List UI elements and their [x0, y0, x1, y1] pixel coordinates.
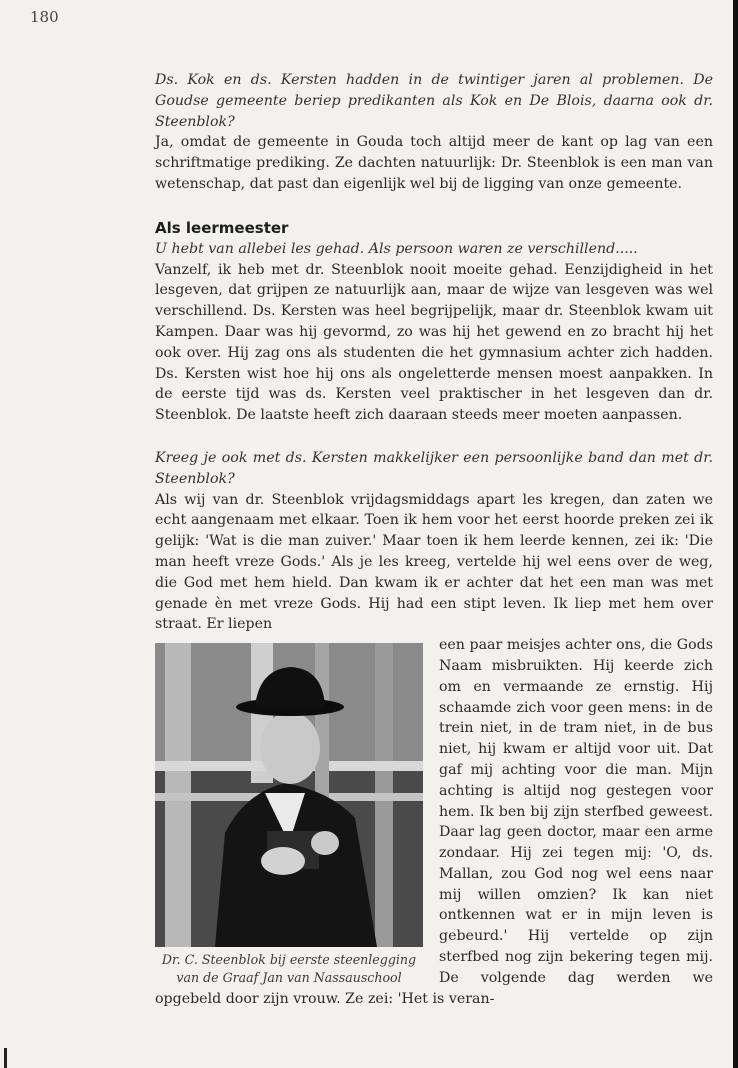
- answer-3-wrap: een paar meisjes achter ons, die Gods Naam misbruikten. Hij keerde zich om en vermaande ze ernstig. Hij schaamde zich voor geen mens: in de trein niet, in de tram niet, in de bus niet, hij kwam er altijd voor uit. Dat gaf mij achting voor die man. Mijn achting is altijd nog gestegen voor hem. Ik ben bij zijn sterfbed geweest. Daar lag geen doctor, maar een arme zondaar. Hij zei tegen mij: 'O, ds. Mallan, zou God nog wel eens naar mij willen omzien? Ik kan niet ontkennen wat er in mijn leven is gebeurd.' Hij vertelde op zijn sterfbed nog zijn bekering tegen mij. De volgende dag werden we opgebeld door zijn vrouw. Ze zei: 'Het is veran-: [155, 637, 713, 1007]
- answer-1: Ja, omdat de gemeente in Gouda toch altijd meer de kant op lag van een schriftmatige prediking. Ze dachten natuurlijk: Dr. Steenblok is een man van wetenschap, dat past dan eigenlijk wel bij de ligging van onze gemeente.: [155, 134, 713, 192]
- caption-line-1: Dr. C. Steenblok bij eerste steenlegging: [161, 952, 417, 968]
- spacer: [155, 426, 713, 448]
- answer-2: Vanzelf, ik heb met dr. Steenblok nooit moeite gehad. Eenzijdigheid in het lesgeven, dat grijpen ze natuurlijk aan, maar de wijze van lesgeven was wel verschillend. Ds. Kersten was heel begrijpelijk, maar dr. Steenblok kwam uit Kampen. Daar was hij gevormd, zo was hij het gewend en zo bracht hij het ook over. Hij zag ons als studenten die het gymnasium achter zich hadden. Ds. Kersten wist hoe hij ons als ongeletterde mensen moest aanpakken. In de eerste tijd was ds. Kersten veel praktischer in het lesgeven dan dr. Steenblok. De laatste heeft zich daaraan steeds meer moeten aanpassen.: [155, 261, 713, 424]
- photo-caption: [155, 951, 423, 987]
- page-edge-shadow: [733, 0, 738, 1068]
- section-heading: Als leermeester: [155, 218, 289, 237]
- photo-figure: [155, 643, 429, 987]
- question-3: Kreeg je ook met ds. Kersten makkelijker een persoonlijke band dan met dr. Steenblok?: [155, 449, 713, 487]
- portrait-photo: [155, 643, 423, 947]
- article-body: [155, 70, 713, 1009]
- question-1: Ds. Kok en ds. Kersten hadden in de twintiger jaren al problemen. De Goudse gemeente beriep predikanten als Kok en De Blois, daarna ook dr. Steenblok?: [155, 72, 713, 130]
- page-number: 180: [30, 8, 59, 26]
- page-edge-mark: [4, 1048, 7, 1068]
- spacer: [155, 195, 713, 217]
- caption-line-2: van de Graaf Jan van Nassauschool: [176, 970, 402, 986]
- question-2: U hebt van allebei les gehad. Als persoon waren ze verschillend.....: [155, 240, 638, 257]
- answer-3-lead: Als wij van dr. Steenblok vrijdagsmiddags apart les kregen, dan zaten we echt aangenaam met elkaar. Toen ik hem voor het eerst hoorde preken zei ik gelijk: 'Wat is die man zuiver.' Maar toen ik hem leerde kennen, zei ik: 'Die man heeft vreze Gods.' Als je les kreeg, vertelde hij wel eens over de weg, die God met hem hield. Dan kwam ik er achter dat het een man was met genade èn met vreze Gods. Hij had een stipt leven. Ik liep met hem over straat. Er liepen: [155, 491, 713, 633]
